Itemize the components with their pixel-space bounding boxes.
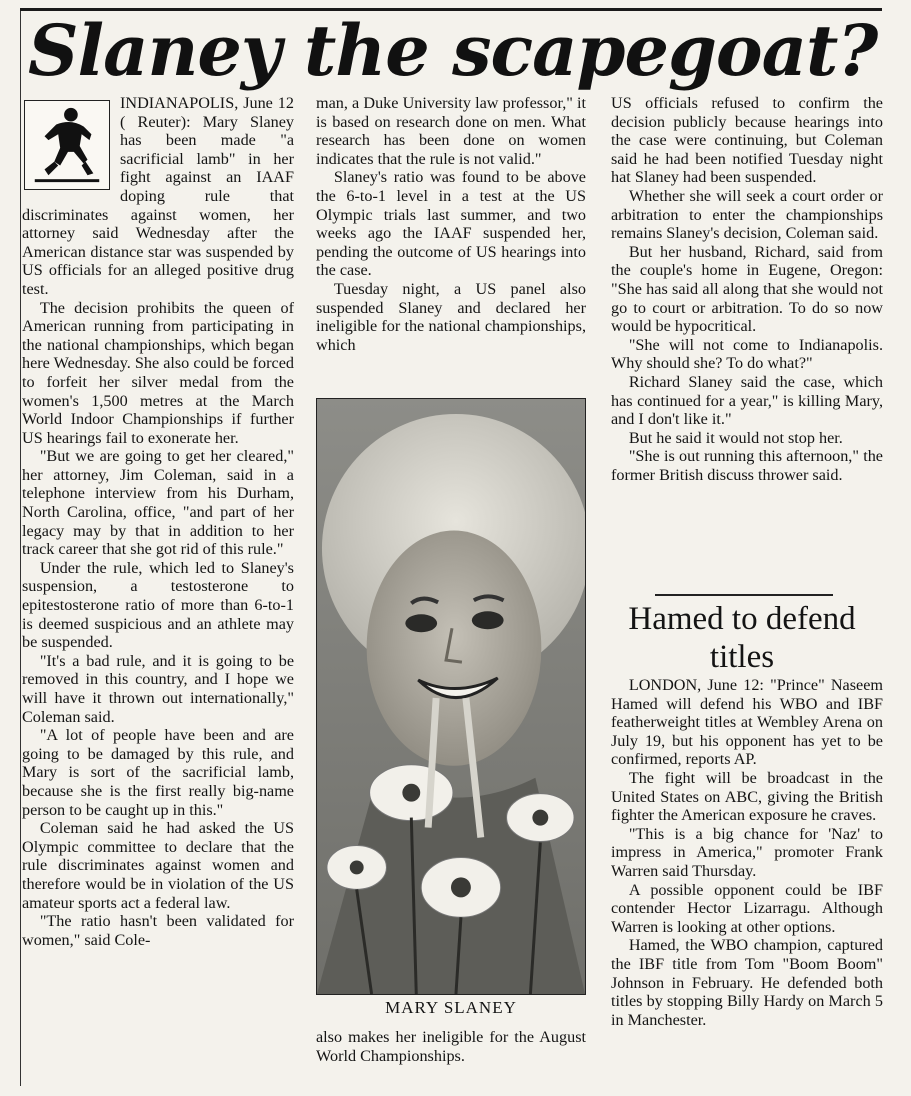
- paragraph: A possible opponent could be IBF contender Hector Lizarragu. Although Warren is looking at other options.: [611, 880, 883, 936]
- photo-caption: MARY SLANEY: [385, 998, 517, 1017]
- paragraph: "It's a bad rule, and it is going to be removed in this country, and I hope we will have it thrown out internationally," Coleman said.: [22, 651, 294, 726]
- paragraph: "The ratio hasn't been validated for women," said Cole-: [22, 912, 294, 949]
- article-column-3: [611, 94, 883, 484]
- paragraph: "A lot of people have been and are going to be damaged by this rule, and Mary is sort of the sacrificial lamb, because she is the first really big-name person to be caught up in this.": [22, 726, 294, 819]
- paragraph: Richard Slaney said the case, which has continued for a year," is killing Mary, and I don't like it.": [611, 372, 883, 429]
- paragraph: LONDON, June 12: "Prince" Naseem Hamed will defend his WBO and IBF featherweight titles at Wembley Arena on July 19, but his opponent has yet to be confirmed, reports AP.: [611, 676, 883, 769]
- second-story-headline: Hamed to defend titles: [628, 601, 856, 675]
- paragraph: "This is a big chance for 'Naz' to impress in America," promoter Frank Warren said Thursday.: [611, 824, 883, 880]
- paragraph: "But we are going to get her cleared," her attorney, Jim Coleman, said in a telephone interview from his Durham, North Carolina, office, "and part of her legacy may by that in addition to her track career that she got rid of this rule.": [22, 447, 294, 559]
- paragraph: Hamed, the WBO champion, captured the IBF title from Tom "Boom Boom" Johnson in February. He defended both titles by stopping Billy Hardy on March 5 in Manchester.: [611, 936, 883, 1029]
- article-column-2: [316, 94, 586, 354]
- paragraph: Tuesday night, a US panel also suspended Slaney and declared her ineligible for the national championships, which: [316, 279, 586, 354]
- paragraph: Slaney's ratio was found to be above the 6-to-1 level in a test at the US Olympic trials last summer, and two weeks ago the IAAF suspended her, pending the outcome of US hearings into the case.: [316, 168, 586, 280]
- paragraph: But her husband, Richard, said from the couple's home in Eugene, Oregon: "She has said all along that she would not go to court or arbitration. To do so now would be hypocritical.: [611, 242, 883, 336]
- paragraph: Coleman said he had asked the US Olympic committee to declare that the rule discriminates against women and therefore would be in violation of the US amateur sports act a federal law.: [22, 819, 294, 912]
- paragraph: The decision prohibits the queen of American running from participating in the national championships, which began here Wednesday. She also could be forced to forfeit her silver medal from the women's 1,500 metres at the March World Indoor Championships if further US hearings fail to exonerate her.: [22, 298, 294, 447]
- paragraph: But he said it would not stop her.: [628, 428, 843, 447]
- portrait-photo: [316, 398, 586, 995]
- runner-icon: [24, 100, 110, 190]
- paragraph: Whether she will seek a court order or arbitration to enter the championships remains Slaney's decision, Coleman said.: [611, 186, 883, 243]
- paragraph: man, a Duke University law professor," it is based on research done on men. What research has been done on women indicates that the rule is not valid.": [316, 94, 586, 168]
- section-rule: [655, 594, 833, 596]
- paragraph: INDIANAPOLIS, June 12 ( Reuter): Mary Slaney has been made "a sacrificial lamb" in her fight against an IAAF doping rule that discriminates against women, her attorney said Wednesday after the American distance star was suspended by US officials for an alleged positive drug test.: [22, 94, 294, 298]
- left-border: [20, 11, 21, 1086]
- paragraph: The fight will be broadcast in the United States on ABC, giving the British fighter the American exposure he craves.: [611, 768, 883, 825]
- article-column-1: [22, 94, 294, 949]
- article-column-2-end: [316, 1028, 586, 1065]
- paragraph: US officials refused to confirm the decision publicly because hearings into the case were continuing, but Coleman said he had been notified Tuesday night hat Slaney had been suspended.: [611, 94, 883, 187]
- headline: Slaney the scapegoat?: [28, 9, 878, 92]
- paragraph: "She will not come to Indianapolis. Why should she? To do what?": [611, 335, 883, 373]
- paragraph: Under the rule, which led to Slaney's suspension, a testosterone to epitestosterone ratio of more than 6-to-1 is deemed suspicious and an athlete may be suspended.: [22, 558, 294, 652]
- paragraph: also makes her ineligible for the August World Championships.: [316, 1028, 586, 1065]
- second-story-body: [611, 676, 883, 1029]
- paragraph: "She is out running this afternoon," the former British discuss thrower said.: [611, 447, 883, 484]
